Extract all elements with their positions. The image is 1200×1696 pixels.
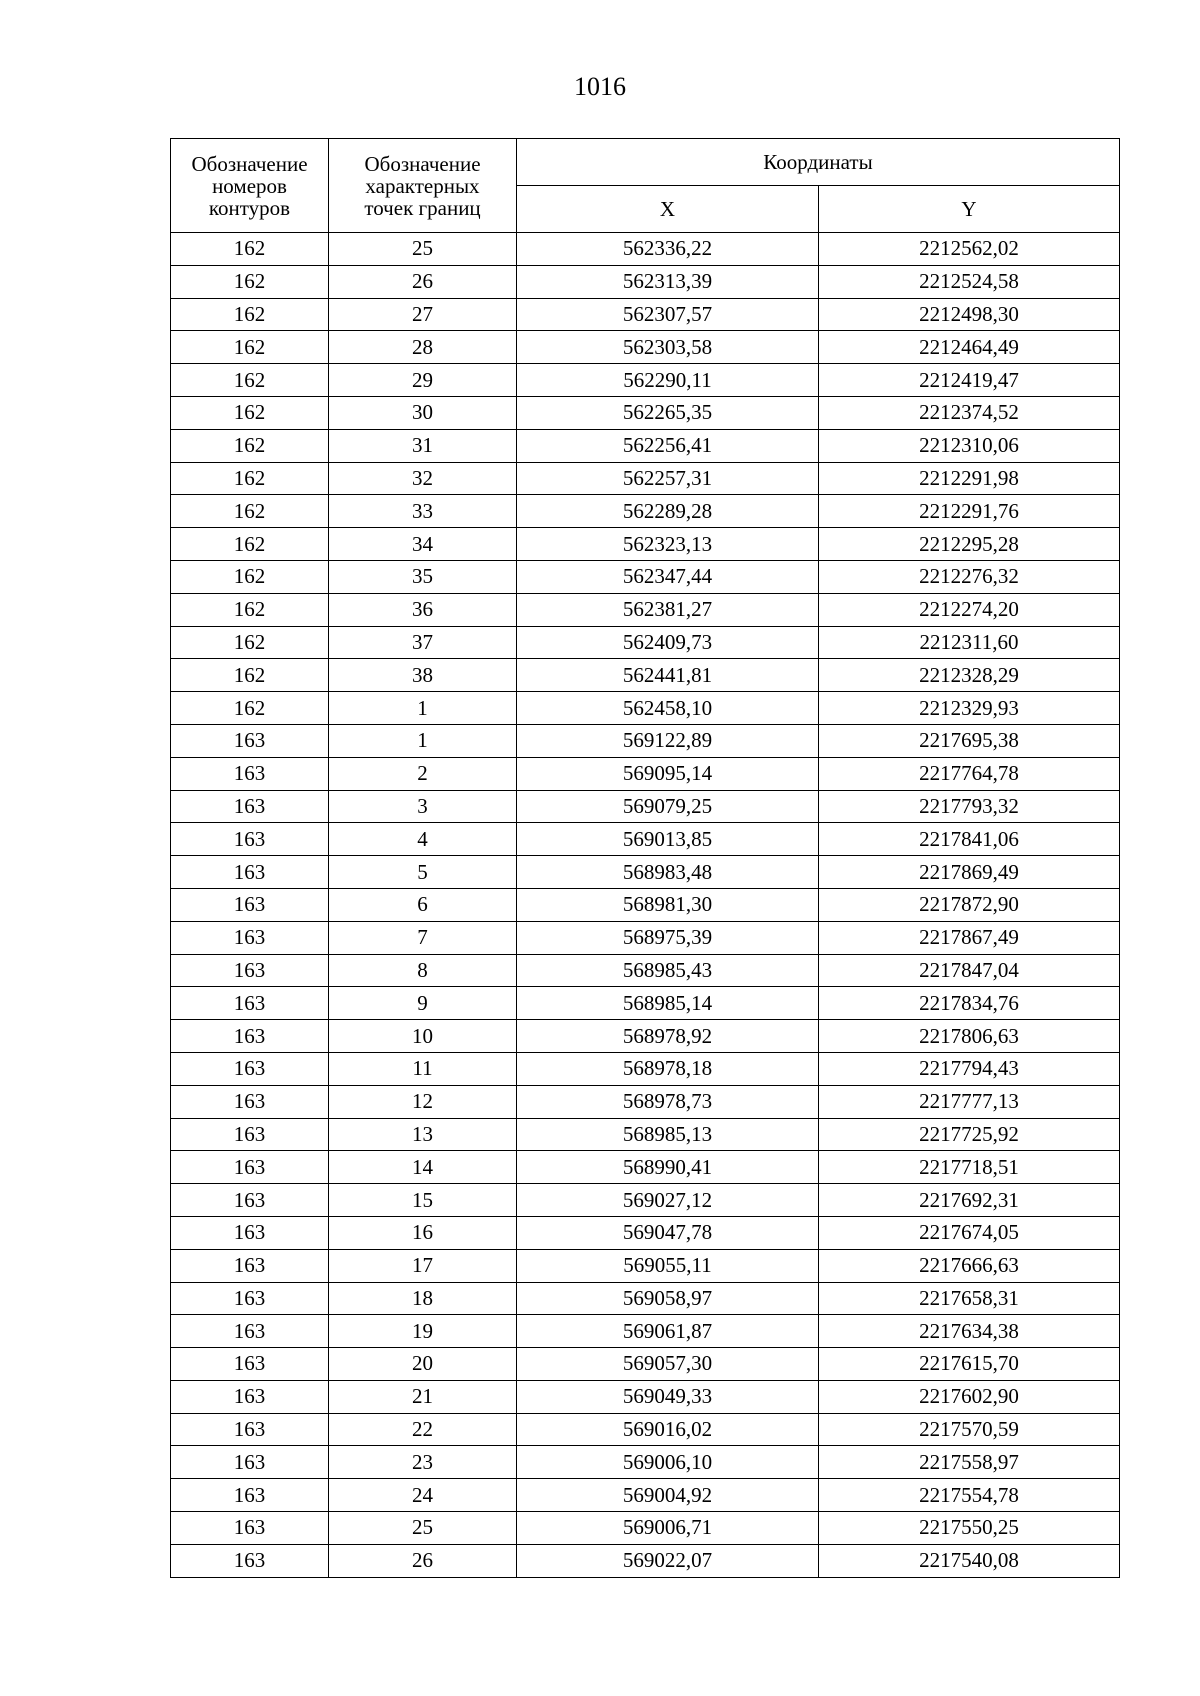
table-row [171,1052,1120,1085]
table-row [171,1380,1120,1413]
point-number-cell: 10 [329,1020,517,1053]
table-row [171,1249,1120,1282]
page-number: 1016 [574,72,626,101]
point-number-cell: 35 [329,560,517,593]
contour-number-cell: 163 [171,823,329,856]
x-coordinate-cell: 562409,73 [517,626,819,659]
point-number-cell: 38 [329,659,517,692]
table-row [171,1544,1120,1577]
x-coordinate-cell: 562303,58 [517,331,819,364]
table-row [171,1184,1120,1217]
y-coordinate-cell: 2217615,70 [819,1348,1120,1381]
point-number-cell: 33 [329,495,517,528]
point-number-cell: 25 [329,233,517,266]
point-number-cell: 8 [329,954,517,987]
table-row [171,888,1120,921]
contour-number-cell: 162 [171,659,329,692]
x-coordinate-cell: 568978,18 [517,1052,819,1085]
x-coordinate-cell: 562381,27 [517,593,819,626]
y-coordinate-cell: 2212291,98 [819,462,1120,495]
y-coordinate-cell: 2217558,97 [819,1446,1120,1479]
contour-number-cell: 163 [171,1085,329,1118]
table-row [171,1118,1120,1151]
x-coordinate-cell: 569057,30 [517,1348,819,1381]
x-coordinate-cell: 568978,73 [517,1085,819,1118]
x-coordinate-cell: 569016,02 [517,1413,819,1446]
y-coordinate-cell: 2217794,43 [819,1052,1120,1085]
point-number-cell: 5 [329,856,517,889]
contour-number-cell: 162 [171,528,329,561]
y-coordinate-cell: 2217764,78 [819,757,1120,790]
y-coordinate-cell: 2212374,52 [819,396,1120,429]
contour-number-cell: 162 [171,265,329,298]
y-coordinate-cell: 2217674,05 [819,1216,1120,1249]
x-coordinate-cell: 568985,43 [517,954,819,987]
x-coordinate-cell: 562441,81 [517,659,819,692]
table-row [171,1348,1120,1381]
table-row [171,921,1120,954]
table-row [171,1216,1120,1249]
table-row [171,233,1120,266]
y-coordinate-cell: 2212311,60 [819,626,1120,659]
y-coordinate-cell: 2212329,93 [819,692,1120,725]
y-coordinate-cell: 2217869,49 [819,856,1120,889]
table-row [171,1085,1120,1118]
x-coordinate-cell: 562336,22 [517,233,819,266]
contour-number-cell: 163 [171,1052,329,1085]
point-number-cell: 17 [329,1249,517,1282]
contour-number-cell: 162 [171,495,329,528]
contour-number-cell: 162 [171,364,329,397]
x-coordinate-cell: 568978,92 [517,1020,819,1053]
table-row [171,1413,1120,1446]
contour-number-cell: 162 [171,626,329,659]
point-number-cell: 29 [329,364,517,397]
y-coordinate-cell: 2212464,49 [819,331,1120,364]
table-row [171,429,1120,462]
x-coordinate-cell: 568981,30 [517,888,819,921]
x-coordinate-cell: 568975,39 [517,921,819,954]
y-coordinate-cell: 2212419,47 [819,364,1120,397]
table-row [171,265,1120,298]
x-coordinate-cell: 569095,14 [517,757,819,790]
header-contour-line-3: контуров [208,195,291,220]
table-row [171,757,1120,790]
contour-number-cell: 163 [171,1446,329,1479]
y-coordinate-cell: 2212274,20 [819,593,1120,626]
table-row [171,790,1120,823]
y-coordinate-cell: 2217658,31 [819,1282,1120,1315]
y-coordinate-cell: 2212328,29 [819,659,1120,692]
x-coordinate-cell: 569022,07 [517,1544,819,1577]
point-number-cell: 26 [329,265,517,298]
x-coordinate-cell: 569079,25 [517,790,819,823]
table-row [171,724,1120,757]
x-coordinate-cell: 568990,41 [517,1151,819,1184]
contour-number-cell: 163 [171,1512,329,1545]
y-coordinate-cell: 2212498,30 [819,298,1120,331]
point-number-cell: 2 [329,757,517,790]
point-number-cell: 7 [329,921,517,954]
y-coordinate-cell: 2217692,31 [819,1184,1120,1217]
y-coordinate-cell: 2217806,63 [819,1020,1120,1053]
point-number-cell: 14 [329,1151,517,1184]
table-row [171,1020,1120,1053]
y-coordinate-cell: 2212524,58 [819,265,1120,298]
x-coordinate-cell: 562290,11 [517,364,819,397]
x-coordinate-cell: 568983,48 [517,856,819,889]
point-number-cell: 4 [329,823,517,856]
point-number-cell: 13 [329,1118,517,1151]
x-coordinate-cell: 569047,78 [517,1216,819,1249]
contour-number-cell: 163 [171,888,329,921]
contour-number-cell: 163 [171,1184,329,1217]
contour-number-cell: 163 [171,856,329,889]
y-coordinate-cell: 2217867,49 [819,921,1120,954]
contour-number-cell: 163 [171,1413,329,1446]
contour-number-cell: 163 [171,1544,329,1577]
x-coordinate-cell: 568985,13 [517,1118,819,1151]
x-coordinate-cell: 562347,44 [517,560,819,593]
y-coordinate-cell: 2217777,13 [819,1085,1120,1118]
contour-number-cell: 163 [171,1282,329,1315]
y-coordinate-cell: 2217634,38 [819,1315,1120,1348]
y-coordinate-cell: 2217793,32 [819,790,1120,823]
x-coordinate-cell: 562313,39 [517,265,819,298]
table-row [171,856,1120,889]
x-coordinate-cell: 562289,28 [517,495,819,528]
header-coordinates: Координаты [517,139,1120,186]
point-number-cell: 28 [329,331,517,364]
contour-number-cell: 162 [171,429,329,462]
point-number-cell: 32 [329,462,517,495]
y-coordinate-cell: 2217695,38 [819,724,1120,757]
table-header [171,139,1120,233]
table-row [171,364,1120,397]
table-row [171,1479,1120,1512]
contour-number-cell: 163 [171,1249,329,1282]
point-number-cell: 18 [329,1282,517,1315]
point-number-cell: 31 [329,429,517,462]
x-coordinate-cell: 562458,10 [517,692,819,725]
table-row [171,396,1120,429]
table-row [171,528,1120,561]
y-coordinate-cell: 2217554,78 [819,1479,1120,1512]
header-y: Y [819,186,1120,233]
y-coordinate-cell: 2217834,76 [819,987,1120,1020]
contour-number-cell: 162 [171,331,329,364]
contour-number-cell: 163 [171,1315,329,1348]
x-coordinate-cell: 569027,12 [517,1184,819,1217]
point-number-cell: 22 [329,1413,517,1446]
point-number-cell: 36 [329,593,517,626]
contour-number-cell: 163 [171,1020,329,1053]
y-coordinate-cell: 2217570,59 [819,1413,1120,1446]
point-number-cell: 19 [329,1315,517,1348]
point-number-cell: 1 [329,692,517,725]
table-body [171,233,1120,1578]
y-coordinate-cell: 2217847,04 [819,954,1120,987]
contour-number-cell: 163 [171,1118,329,1151]
y-coordinate-cell: 2212295,28 [819,528,1120,561]
point-number-cell: 27 [329,298,517,331]
x-coordinate-cell: 562307,57 [517,298,819,331]
contour-number-cell: 163 [171,757,329,790]
point-number-cell: 1 [329,724,517,757]
coordinates-table [170,138,1120,1578]
point-number-cell: 25 [329,1512,517,1545]
point-number-cell: 34 [329,528,517,561]
header-point-line-2: характерных [365,173,480,198]
table-row [171,1282,1120,1315]
contour-number-cell: 163 [171,1348,329,1381]
y-coordinate-cell: 2217841,06 [819,823,1120,856]
y-coordinate-cell: 2212562,02 [819,233,1120,266]
header-contour-line-2: номеров [212,173,287,198]
x-coordinate-cell: 569055,11 [517,1249,819,1282]
x-coordinate-cell: 562256,41 [517,429,819,462]
contour-number-cell: 163 [171,921,329,954]
table-row [171,331,1120,364]
contour-number-cell: 162 [171,298,329,331]
x-coordinate-cell: 569006,10 [517,1446,819,1479]
table-row [171,823,1120,856]
x-coordinate-cell: 562323,13 [517,528,819,561]
contour-number-cell: 162 [171,233,329,266]
y-coordinate-cell: 2217872,90 [819,888,1120,921]
point-number-cell: 21 [329,1380,517,1413]
y-coordinate-cell: 2217602,90 [819,1380,1120,1413]
point-number-cell: 24 [329,1479,517,1512]
y-coordinate-cell: 2217725,92 [819,1118,1120,1151]
point-number-cell: 30 [329,396,517,429]
contour-number-cell: 163 [171,954,329,987]
point-number-cell: 11 [329,1052,517,1085]
table-row [171,1446,1120,1479]
point-number-cell: 23 [329,1446,517,1479]
x-coordinate-cell: 569006,71 [517,1512,819,1545]
x-coordinate-cell: 569058,97 [517,1282,819,1315]
x-coordinate-cell: 562265,35 [517,396,819,429]
point-number-cell: 9 [329,987,517,1020]
table-row [171,987,1120,1020]
contour-number-cell: 163 [171,987,329,1020]
y-coordinate-cell: 2217550,25 [819,1512,1120,1545]
table-row [171,1512,1120,1545]
x-coordinate-cell: 562257,31 [517,462,819,495]
table-row [171,462,1120,495]
header-point-line-1: Обозначение [364,151,481,176]
contour-number-cell: 163 [171,724,329,757]
contour-number-cell: 162 [171,396,329,429]
contour-number-cell: 163 [171,1479,329,1512]
point-number-cell: 20 [329,1348,517,1381]
y-coordinate-cell: 2217718,51 [819,1151,1120,1184]
point-number-cell: 15 [329,1184,517,1217]
x-coordinate-cell: 568985,14 [517,987,819,1020]
table-row [171,954,1120,987]
header-x: X [517,186,819,233]
header-boundary-points [329,139,517,233]
y-coordinate-cell: 2217666,63 [819,1249,1120,1282]
contour-number-cell: 162 [171,593,329,626]
x-coordinate-cell: 569061,87 [517,1315,819,1348]
point-number-cell: 37 [329,626,517,659]
y-coordinate-cell: 2212310,06 [819,429,1120,462]
contour-number-cell: 163 [171,1380,329,1413]
table-row [171,659,1120,692]
header-contour-line-1: Обозначение [191,151,308,176]
header-contour-numbers [171,139,329,233]
x-coordinate-cell: 569122,89 [517,724,819,757]
table-row [171,560,1120,593]
contour-number-cell: 162 [171,560,329,593]
table-row [171,495,1120,528]
point-number-cell: 6 [329,888,517,921]
contour-number-cell: 163 [171,1151,329,1184]
table-row [171,1151,1120,1184]
contour-number-cell: 162 [171,692,329,725]
point-number-cell: 12 [329,1085,517,1118]
table-row [171,593,1120,626]
table-row [171,692,1120,725]
header-point-line-3: точек границ [364,195,481,220]
contour-number-cell: 162 [171,462,329,495]
contour-number-cell: 163 [171,1216,329,1249]
contour-number-cell: 163 [171,790,329,823]
y-coordinate-cell: 2212276,32 [819,560,1120,593]
point-number-cell: 26 [329,1544,517,1577]
table-row [171,1315,1120,1348]
y-coordinate-cell: 2217540,08 [819,1544,1120,1577]
table-row [171,626,1120,659]
y-coordinate-cell: 2212291,76 [819,495,1120,528]
table-row [171,298,1120,331]
point-number-cell: 3 [329,790,517,823]
x-coordinate-cell: 569013,85 [517,823,819,856]
x-coordinate-cell: 569004,92 [517,1479,819,1512]
point-number-cell: 16 [329,1216,517,1249]
x-coordinate-cell: 569049,33 [517,1380,819,1413]
